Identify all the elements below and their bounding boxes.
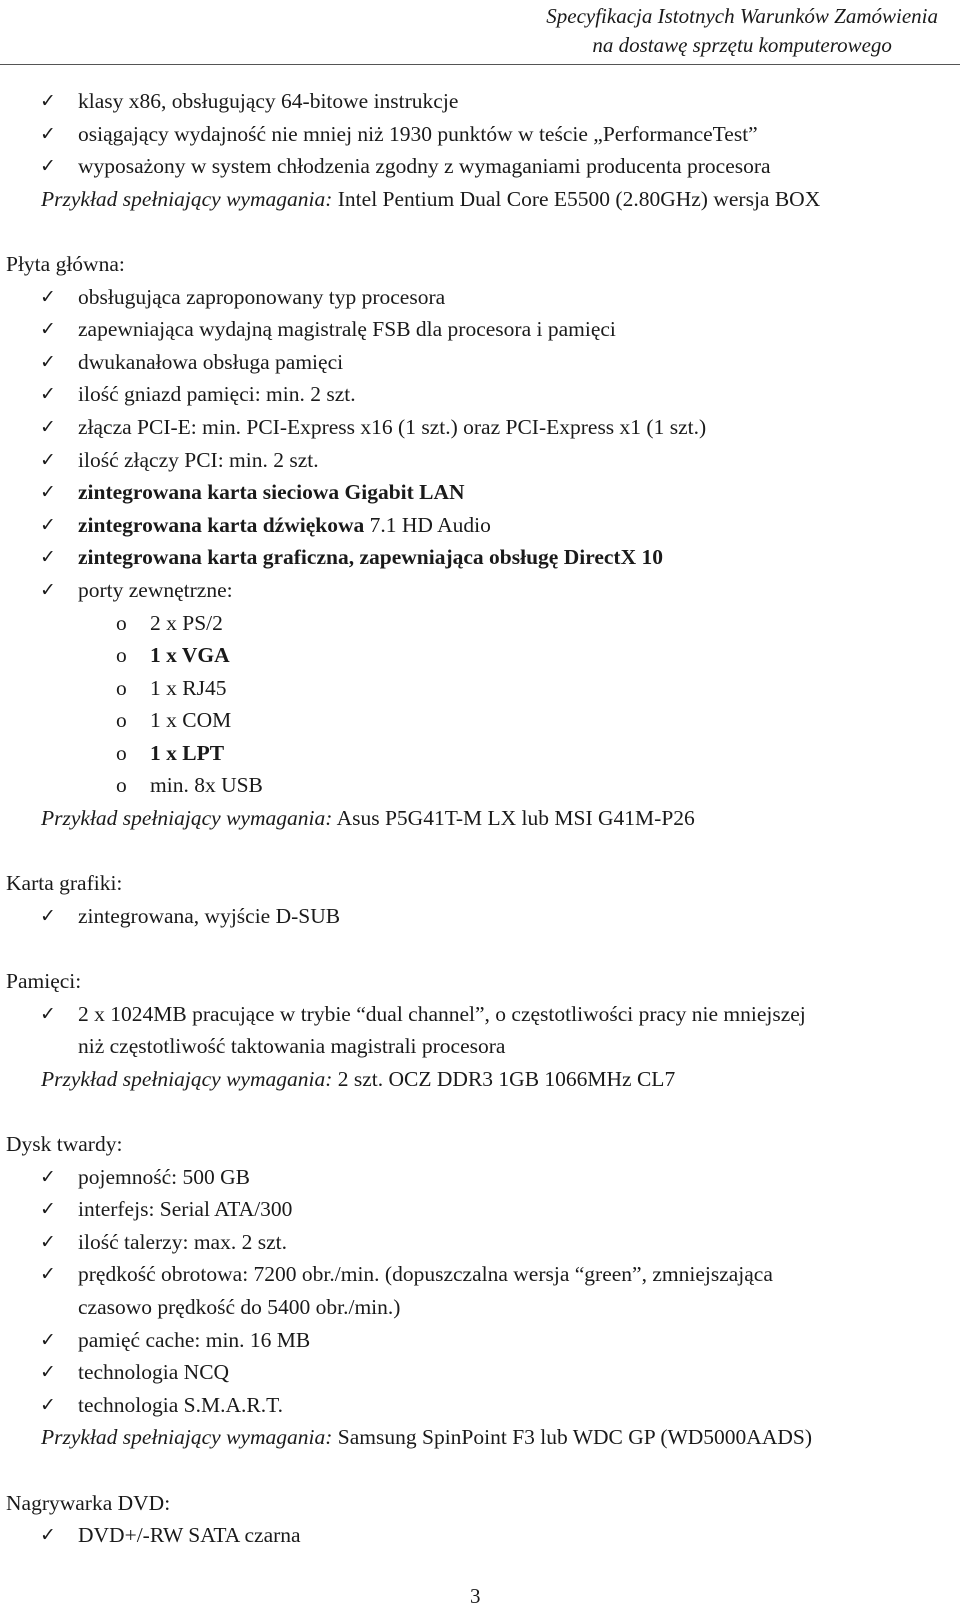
- checkmark-icon: ✓: [40, 1393, 56, 1416]
- checkmark-icon: ✓: [40, 415, 56, 438]
- port-item: o 1 x COM: [0, 704, 960, 737]
- list-item: ✓ porty zewnętrzne:: [0, 574, 960, 607]
- example-label: Przykład spełniający wymagania:: [41, 1066, 333, 1091]
- section-title-graphics: Karta grafiki:: [6, 871, 123, 896]
- checkmark-icon: ✓: [40, 122, 56, 145]
- checkmark-icon: ✓: [40, 318, 56, 341]
- hdd-example: [0, 1421, 960, 1454]
- section-title-hdd: Dysk twardy:: [6, 1132, 123, 1156]
- checkmark-icon: ✓: [40, 1263, 56, 1286]
- list-item: ✓ złącza PCI-E: min. PCI-Express x16 (1 szt.) oraz PCI-Express x1 (1 szt.): [0, 411, 960, 444]
- checkmark-icon: ✓: [40, 513, 56, 536]
- list-item: ✓ ilość talerzy: max. 2 szt.: [0, 1226, 960, 1259]
- list-item: ✓ obsługująca zaproponowany typ procesora: [0, 281, 960, 314]
- list-item: ✓ pojemność: 500 GB: [0, 1161, 960, 1194]
- example-value: Intel Pentium Dual Core E5500 (2.80GHz) wersja BOX: [337, 186, 821, 211]
- example-value: Samsung SpinPoint F3 lub WDC GP (WD5000AADS): [337, 1425, 813, 1450]
- bullet-icon: o: [116, 610, 127, 635]
- example-label: Przykład spełniający wymagania:: [41, 186, 333, 211]
- list-item: ✓ zapewniająca wydajną magistralę FSB dla procesora i pamięci: [0, 313, 960, 346]
- list-item: ✓ dwukanałowa obsługa pamięci: [0, 346, 960, 379]
- port-item: o min. 8x USB: [0, 769, 960, 802]
- section-title-dvd: Nagrywarka DVD:: [6, 1490, 171, 1515]
- checkmark-icon: ✓: [40, 1165, 56, 1188]
- list-item: ✓ zintegrowana karta dźwiękowa 7.1 HD Audio: [0, 509, 960, 542]
- checkmark-icon: ✓: [40, 481, 56, 504]
- list-item: ✓ DVD+/-RW SATA czarna: [0, 1519, 960, 1552]
- checkmark-icon: ✓: [40, 1198, 56, 1221]
- checkmark-icon: ✓: [40, 90, 56, 112]
- example-label: Przykład spełniający wymagania:: [41, 1425, 333, 1450]
- checkmark-icon: ✓: [40, 1328, 56, 1351]
- list-item-continuation: niż częstotliwość taktowania magistrali procesora: [78, 1034, 506, 1059]
- list-item: ✓ ilość gniazd pamięci: min. 2 szt.: [0, 378, 960, 411]
- list-item: ✓ prędkość obrotowa: 7200 obr./min. (dopuszczalna wersja “green”, zmniejszająca: [0, 1258, 960, 1291]
- motherboard-example: [0, 802, 960, 835]
- checkmark-icon: ✓: [40, 1361, 56, 1384]
- list-item: ✓ technologia NCQ: [0, 1356, 960, 1389]
- header-subtitle: na dostawę sprzętu komputerowego: [592, 33, 892, 57]
- list-item: ✓ zintegrowana karta sieciowa Gigabit LAN: [0, 476, 960, 509]
- checkmark-icon: ✓: [40, 578, 56, 601]
- example-label: Przykład spełniający wymagania:: [41, 806, 333, 831]
- checkmark-icon: ✓: [40, 1230, 56, 1253]
- checkmark-icon: ✓: [40, 904, 56, 927]
- bullet-icon: o: [116, 773, 127, 798]
- section-title-memory: Pamięci:: [6, 969, 82, 994]
- port-item: o 1 x VGA: [0, 639, 960, 672]
- list-item: ✓ pamięć cache: min. 16 MB: [0, 1324, 960, 1357]
- port-item: o 2 x PS/2: [0, 607, 960, 640]
- list-item: ✓ zintegrowana, wyjście D-SUB: [0, 900, 960, 933]
- list-item: ✓ ilość złączy PCI: min. 2 szt.: [0, 444, 960, 477]
- port-item: o 1 x LPT: [0, 737, 960, 770]
- port-item: o 1 x RJ45: [0, 672, 960, 705]
- list-item: ✓ technologia S.M.A.R.T.: [0, 1389, 960, 1422]
- header-rule: [0, 64, 960, 65]
- example-value: Asus P5G41T-M LX lub MSI G41M-P26: [336, 806, 695, 831]
- checkmark-icon: ✓: [40, 383, 56, 406]
- list-item: ✓ zintegrowana karta graficzna, zapewniająca obsługę DirectX 10: [0, 541, 960, 574]
- cpu-example: [0, 183, 960, 216]
- checkmark-icon: ✓: [40, 350, 56, 373]
- checkmark-icon: ✓: [40, 546, 56, 569]
- bullet-icon: o: [116, 675, 127, 700]
- memory-example: [0, 1063, 960, 1096]
- list-item-continuation: czasowo prędkość do 5400 obr./min.): [78, 1294, 401, 1319]
- bullet-icon: o: [116, 740, 127, 765]
- bullet-icon: o: [116, 708, 127, 733]
- example-value: 2 szt. OCZ DDR3 1GB 1066MHz CL7: [337, 1066, 676, 1091]
- checkmark-icon: ✓: [40, 448, 56, 471]
- checkmark-icon: ✓: [40, 155, 56, 178]
- section-title-motherboard: Płyta główna:: [6, 251, 125, 276]
- checkmark-icon: ✓: [40, 1002, 56, 1025]
- bullet-icon: o: [116, 643, 127, 668]
- list-item: ✓ interfejs: Serial ATA/300: [0, 1193, 960, 1226]
- checkmark-icon: ✓: [40, 1524, 56, 1547]
- list-item: ✓ osiągający wydajność nie mniej niż 1930 punktów w teście „PerformanceTest”: [0, 118, 960, 151]
- list-item: ✓ klasy x86, obsługujący 64-bitowe instrukcje: [0, 85, 960, 118]
- page-header: [546, 2, 938, 60]
- page-number: 3: [470, 1584, 481, 1608]
- list-item: ✓ 2 x 1024MB pracujące w trybie “dual channel”, o częstotliwości pracy nie mniejszej: [0, 998, 960, 1031]
- checkmark-icon: ✓: [40, 285, 56, 308]
- header-title: Specyfikacja Istotnych Warunków Zamówienia: [546, 4, 938, 28]
- list-item: ✓ wyposażony w system chłodzenia zgodny z wymaganiami producenta procesora: [0, 150, 960, 183]
- specification-body: [0, 85, 960, 1552]
